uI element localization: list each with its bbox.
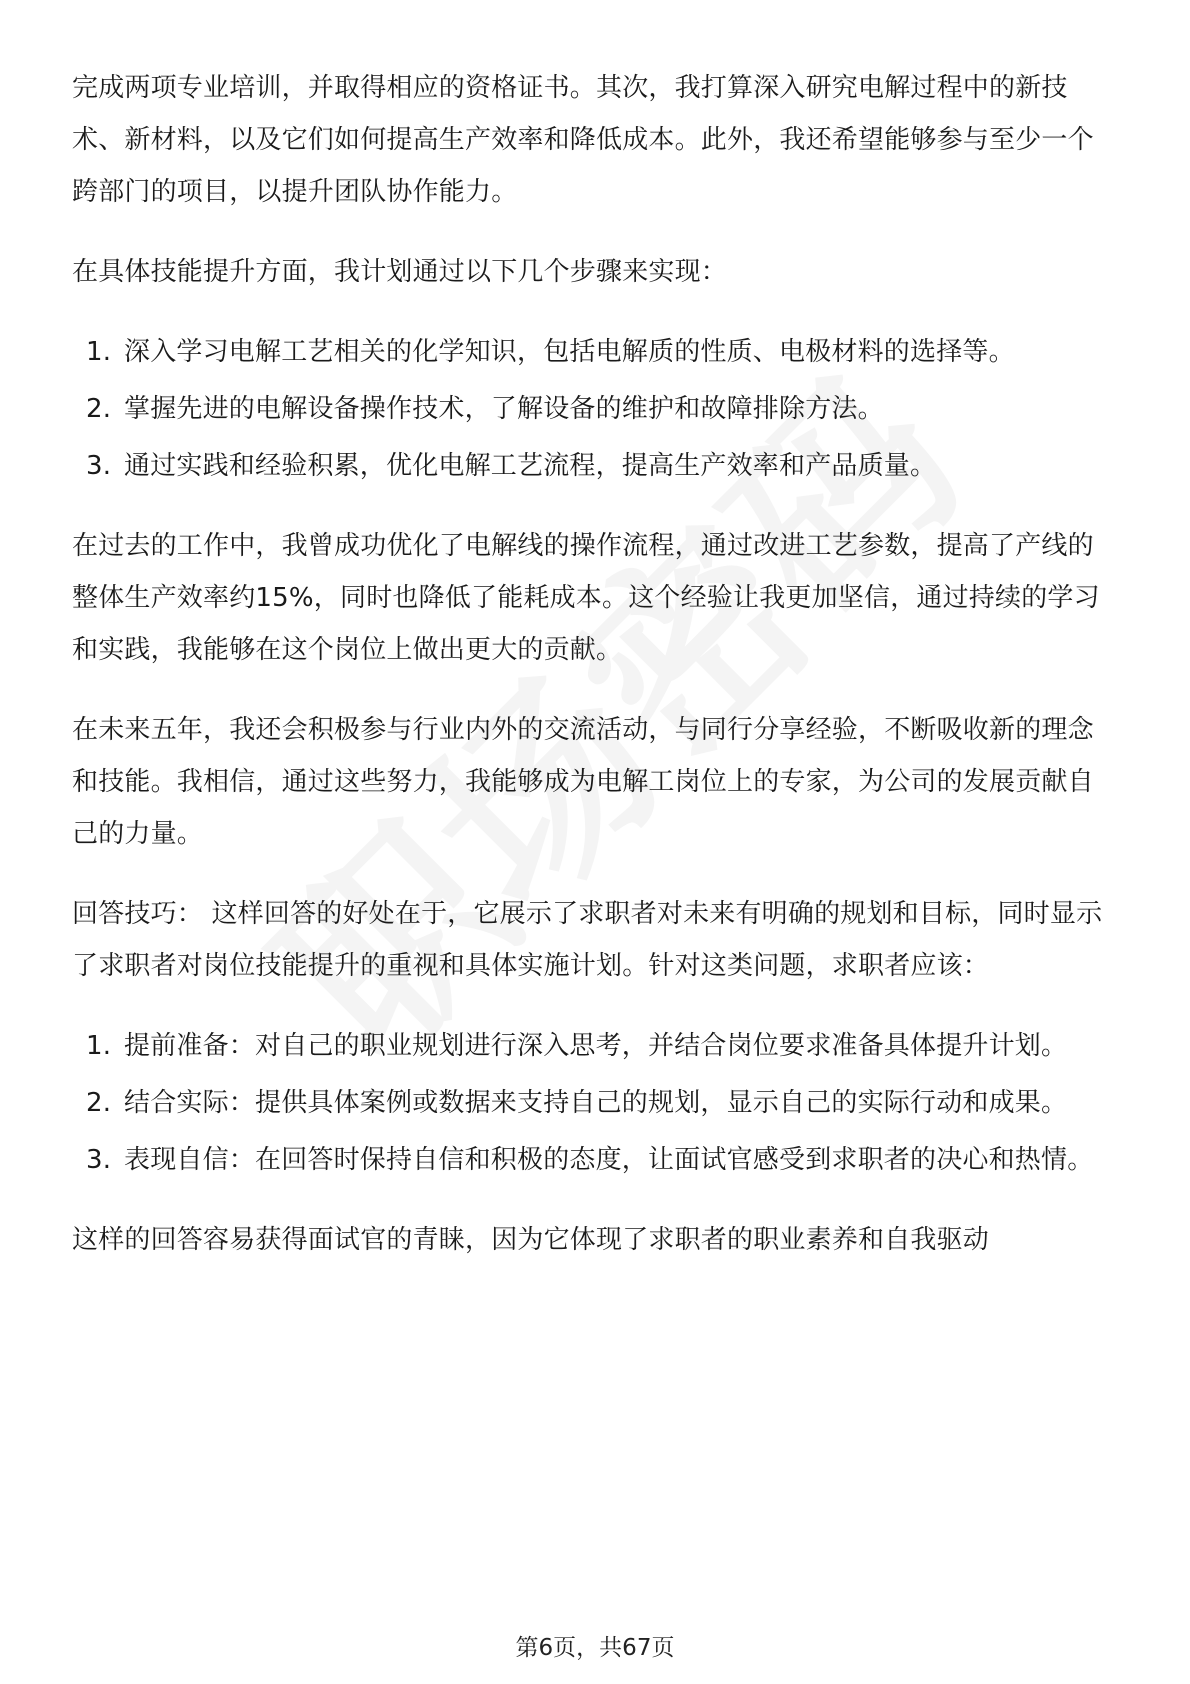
list-item-text: 深入学习电解工艺相关的化学知识，包括电解质的性质、电极材料的选择等。 <box>124 337 1015 367</box>
list-item-number: 2. <box>86 1088 112 1118</box>
list-item-number: 1. <box>86 337 112 367</box>
skill-steps-list <box>72 326 1118 492</box>
list-item <box>72 1077 1118 1129</box>
list-item-text: 表现自信：在回答时保持自信和积极的态度，让面试官感受到求职者的决心和热情。 <box>124 1145 1094 1175</box>
list-item-number: 2. <box>86 394 112 424</box>
paragraph-skill-steps-intro: 在具体技能提升方面，我计划通过以下几个步骤来实现： <box>72 257 728 287</box>
list-item-text: 提前准备：对自己的职业规划进行深入思考，并结合岗位要求准备具体提升计划。 <box>124 1031 1068 1061</box>
list-item <box>72 1020 1118 1072</box>
list-item <box>72 326 1118 378</box>
paragraph-answer-tips: 回答技巧： 这样回答的好处在于，它展示了求职者对未来有明确的规划和目标，同时显示了求职者对岗位技能提升的重视和具体实施计划。针对这类问题，求职者应该： <box>72 899 1103 981</box>
tips-list <box>72 1020 1118 1186</box>
list-item-number: 3. <box>86 451 112 481</box>
page-number: 第6页，共67页 <box>515 1635 675 1661</box>
list-item-text: 结合实际：提供具体案例或数据来支持自己的规划，显示自己的实际行动和成果。 <box>124 1088 1068 1118</box>
list-item <box>72 383 1118 435</box>
list-item-text: 掌握先进的电解设备操作技术，了解设备的维护和故障排除方法。 <box>124 394 884 424</box>
paragraph-closing: 这样的回答容易获得面试官的青睐，因为它体现了求职者的职业素养和自我驱动 <box>72 1225 990 1255</box>
paragraph-five-year-plan: 在未来五年，我还会积极参与行业内外的交流活动，与同行分享经验，不断吸收新的理念和技能。我相信，通过这些努力，我能够成为电解工岗位上的专家，为公司的发展贡献自己的力量。 <box>72 715 1094 849</box>
list-item-text: 通过实践和经验积累，优化电解工艺流程，提高生产效率和产品质量。 <box>124 451 937 481</box>
list-item <box>72 440 1118 492</box>
paragraph-past-experience: 在过去的工作中，我曾成功优化了电解线的操作流程，通过改进工艺参数，提高了产线的整体生产效率约15%，同时也降低了能耗成本。这个经验让我更加坚信，通过持续的学习和实践，我能够在这个岗位上做出更大的贡献。 <box>72 531 1100 665</box>
document-body <box>72 62 1118 1294</box>
list-item <box>72 1134 1118 1186</box>
paragraph-training-plan: 完成两项专业培训，并取得相应的资格证书。其次，我打算深入研究电解过程中的新技术、新材料，以及它们如何提高生产效率和降低成本。此外，我还希望能够参与至少一个跨部门的项目，以提升团队协作能力。 <box>72 73 1094 207</box>
list-item-number: 1. <box>86 1031 112 1061</box>
list-item-number: 3. <box>86 1145 112 1175</box>
